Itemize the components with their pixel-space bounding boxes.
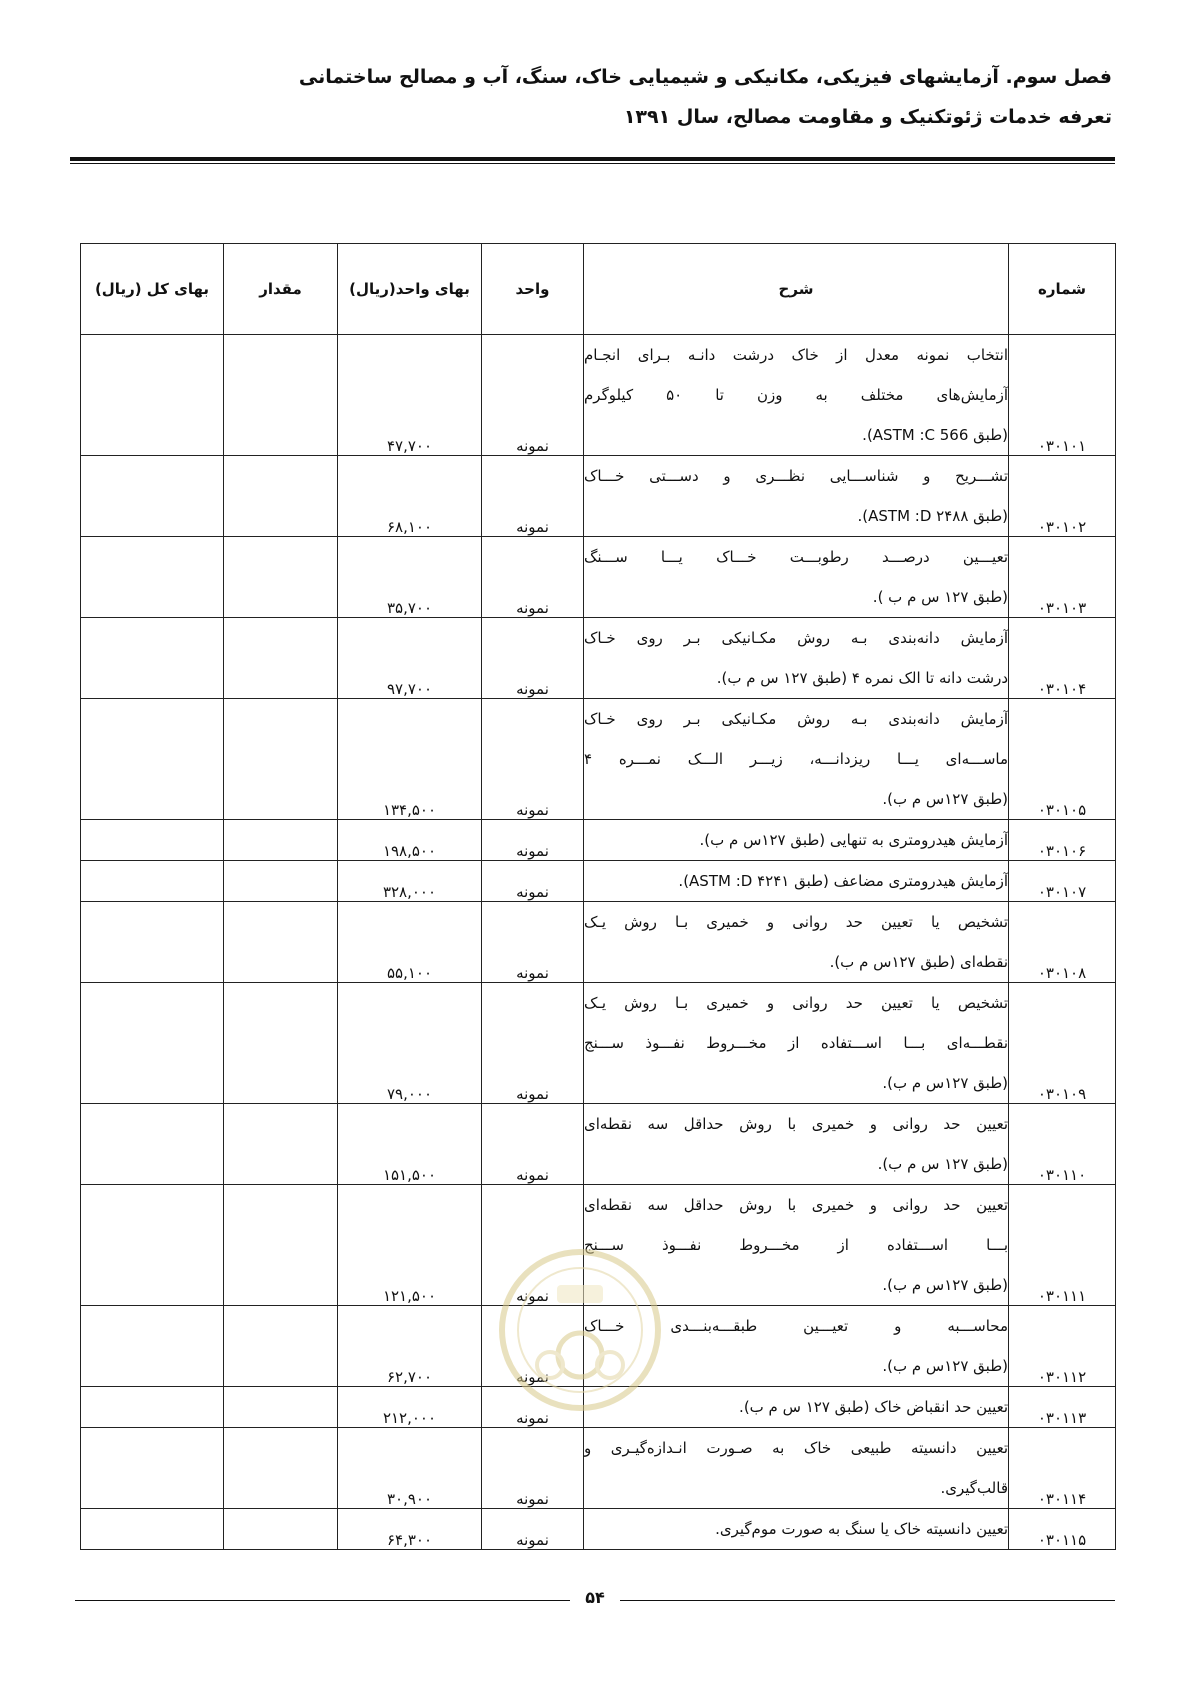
description-line: آزمایش دانه‌بندی بـه روش مکـانیکی بـر روی خـاک bbox=[584, 629, 1008, 647]
description-line: تعیـــین درصـــد رطوبـــت خـــاک یـــا ســـنگ bbox=[584, 548, 1008, 566]
description-line: تعیین دانسیته طبیعی خاک به صـورت انـدازه‌گیـری و bbox=[584, 1439, 1008, 1457]
item-description bbox=[584, 1104, 1009, 1185]
table-row bbox=[81, 1104, 1116, 1185]
header-rule-thick bbox=[70, 157, 1115, 161]
description-line: تشخیص یا تعیین حد روانی و خمیری بـا روش یـک bbox=[584, 913, 1008, 931]
item-unit-price: ۱۵۱,۵۰۰ bbox=[338, 1104, 482, 1185]
description-line: آزمایش هیدرومتری به تنهایی (طبق ۱۲۷س م ب). bbox=[699, 831, 1008, 849]
item-description bbox=[584, 456, 1009, 537]
item-description bbox=[584, 1428, 1009, 1509]
item-code: ۰۳۰۱۰۴ bbox=[1009, 618, 1116, 699]
item-quantity bbox=[224, 1185, 338, 1306]
table-row bbox=[81, 618, 1116, 699]
description-line: (طبق ۱۲۷س م ب). bbox=[882, 1276, 1008, 1294]
item-unit: نمونه bbox=[482, 820, 584, 861]
item-total-price bbox=[81, 902, 224, 983]
item-quantity bbox=[224, 699, 338, 820]
item-total-price bbox=[81, 983, 224, 1104]
header-rule-thin bbox=[70, 163, 1115, 164]
description-line: ماســـه‌ای یـــا ریزدانـــه، زیـــر الـــک نمـــره ۴ bbox=[584, 750, 1008, 768]
item-unit-price: ۶۴,۳۰۰ bbox=[338, 1509, 482, 1550]
item-description bbox=[584, 1185, 1009, 1306]
item-unit-price: ۳۰,۹۰۰ bbox=[338, 1428, 482, 1509]
item-code: ۰۳۰۱۰۷ bbox=[1009, 861, 1116, 902]
item-description bbox=[584, 335, 1009, 456]
item-quantity bbox=[224, 820, 338, 861]
item-unit: نمونه bbox=[482, 1509, 584, 1550]
description-line: محاســـبه و تعیـــین طبقـــه‌بنـــدی خـــاک bbox=[584, 1317, 1008, 1335]
item-description bbox=[584, 1509, 1009, 1550]
description-line: (طبق ASTM :C 566). bbox=[862, 426, 1008, 444]
item-code: ۰۳۰۱۱۲ bbox=[1009, 1306, 1116, 1387]
description-line: (طبق ۱۲۷س م ب). bbox=[882, 1074, 1008, 1092]
description-line: تعیین حد روانی و خمیری با روش حداقل سه نقطه‌ای bbox=[584, 1196, 1008, 1214]
item-description bbox=[584, 820, 1009, 861]
table-row bbox=[81, 537, 1116, 618]
item-code: ۰۳۰۱۰۳ bbox=[1009, 537, 1116, 618]
description-line: آزمایش دانه‌بندی بـه روش مکـانیکی بـر روی خـاک bbox=[584, 710, 1008, 728]
item-code: ۰۳۰۱۱۱ bbox=[1009, 1185, 1116, 1306]
item-description bbox=[584, 537, 1009, 618]
column-header-description: شرح bbox=[584, 244, 1009, 335]
item-description bbox=[584, 1306, 1009, 1387]
item-quantity bbox=[224, 861, 338, 902]
description-line: انتخاب نمونه معدل از خاک درشت دانـه بـرای انجـام bbox=[584, 346, 1008, 364]
table-row bbox=[81, 902, 1116, 983]
table-header-row bbox=[81, 244, 1116, 335]
item-description bbox=[584, 902, 1009, 983]
item-total-price bbox=[81, 1387, 224, 1428]
item-quantity bbox=[224, 1104, 338, 1185]
item-unit-price: ۱۳۴,۵۰۰ bbox=[338, 699, 482, 820]
table-row bbox=[81, 1428, 1116, 1509]
description-line: بـــا اســـتفاده از مخـــروط نفـــوذ ســـنج bbox=[584, 1236, 1008, 1254]
item-quantity bbox=[224, 537, 338, 618]
description-line: نقطه‌ای (طبق ۱۲۷س م ب). bbox=[829, 953, 1008, 971]
item-unit-price: ۶۸,۱۰۰ bbox=[338, 456, 482, 537]
page-number: ۵۴ bbox=[585, 1588, 605, 1607]
item-code: ۰۳۰۱۱۰ bbox=[1009, 1104, 1116, 1185]
table-row bbox=[81, 1387, 1116, 1428]
item-unit-price: ۶۲,۷۰۰ bbox=[338, 1306, 482, 1387]
description-line: درشت دانه تا الک نمره ۴ (طبق ۱۲۷ س م ب). bbox=[716, 669, 1008, 687]
item-unit: نمونه bbox=[482, 618, 584, 699]
item-code: ۰۳۰۱۰۱ bbox=[1009, 335, 1116, 456]
description-line: تعیین حد روانی و خمیری با روش حداقل سه نقطه‌ای bbox=[584, 1115, 1008, 1133]
column-header-unit: واحد bbox=[482, 244, 584, 335]
table-row bbox=[81, 1509, 1116, 1550]
item-description bbox=[584, 618, 1009, 699]
item-total-price bbox=[81, 456, 224, 537]
description-line: نقطـــه‌ای بـــا اســـتفاده از مخـــروط نفـــوذ ســـنج bbox=[584, 1034, 1008, 1052]
item-total-price bbox=[81, 861, 224, 902]
item-quantity bbox=[224, 335, 338, 456]
chapter-title: فصل سوم. آزمایشهای فیزیکی، مکانیکی و شیمیایی خاک، سنگ، آب و مصالح ساختمانی bbox=[298, 66, 1112, 88]
item-code: ۰۳۰۱۱۵ bbox=[1009, 1509, 1116, 1550]
item-quantity bbox=[224, 1428, 338, 1509]
item-unit-price: ۳۲۸,۰۰۰ bbox=[338, 861, 482, 902]
item-quantity bbox=[224, 1306, 338, 1387]
item-quantity bbox=[224, 902, 338, 983]
item-unit: نمونه bbox=[482, 1104, 584, 1185]
item-total-price bbox=[81, 1428, 224, 1509]
description-line: تشخیص یا تعیین حد روانی و خمیری بـا روش یـک bbox=[584, 994, 1008, 1012]
item-unit-price: ۵۵,۱۰۰ bbox=[338, 902, 482, 983]
table-row bbox=[81, 1306, 1116, 1387]
item-unit: نمونه bbox=[482, 699, 584, 820]
column-header-total-price: بهای کل (ریال) bbox=[81, 244, 224, 335]
item-unit-price: ۷۹,۰۰۰ bbox=[338, 983, 482, 1104]
item-total-price bbox=[81, 1104, 224, 1185]
page-header bbox=[78, 62, 1112, 132]
table-row bbox=[81, 1185, 1116, 1306]
item-unit: نمونه bbox=[482, 537, 584, 618]
description-line: (طبق ۱۲۷س م ب). bbox=[882, 790, 1008, 808]
table-row bbox=[81, 699, 1116, 820]
table-row bbox=[81, 820, 1116, 861]
item-unit-price: ۴۷,۷۰۰ bbox=[338, 335, 482, 456]
column-header-quantity: مقدار bbox=[224, 244, 338, 335]
item-total-price bbox=[81, 537, 224, 618]
item-total-price bbox=[81, 1306, 224, 1387]
description-line: تعیین حد انقباض خاک (طبق ۱۲۷ س م ب). bbox=[739, 1398, 1008, 1416]
item-total-price bbox=[81, 1509, 224, 1550]
item-unit: نمونه bbox=[482, 335, 584, 456]
description-line: (طبق ۱۲۷س م ب). bbox=[882, 1357, 1008, 1375]
item-total-price bbox=[81, 335, 224, 456]
item-quantity bbox=[224, 983, 338, 1104]
item-total-price bbox=[81, 699, 224, 820]
item-unit: نمونه bbox=[482, 456, 584, 537]
table-row bbox=[81, 861, 1116, 902]
description-line: (طبق ۱۲۷ س م ب ). bbox=[872, 588, 1008, 606]
item-description bbox=[584, 699, 1009, 820]
item-unit: نمونه bbox=[482, 861, 584, 902]
price-table bbox=[80, 243, 1116, 1550]
description-line: (طبق ۱۲۷ س م ب). bbox=[877, 1155, 1008, 1173]
item-description bbox=[584, 1387, 1009, 1428]
item-code: ۰۳۰۱۰۸ bbox=[1009, 902, 1116, 983]
item-unit-price: ۱۲۱,۵۰۰ bbox=[338, 1185, 482, 1306]
footer-rule-left bbox=[75, 1600, 570, 1601]
item-description bbox=[584, 983, 1009, 1104]
item-unit: نمونه bbox=[482, 983, 584, 1104]
item-unit-price: ۱۹۸,۵۰۰ bbox=[338, 820, 482, 861]
item-total-price bbox=[81, 820, 224, 861]
column-header-number: شماره bbox=[1009, 244, 1116, 335]
item-total-price bbox=[81, 618, 224, 699]
table-row bbox=[81, 456, 1116, 537]
description-line: تشـــریح و شناســـایی نظـــری و دســـتی خـــاک bbox=[584, 467, 1008, 485]
item-unit-price: ۳۵,۷۰۰ bbox=[338, 537, 482, 618]
item-code: ۰۳۰۱۰۶ bbox=[1009, 820, 1116, 861]
item-code: ۰۳۰۱۰۵ bbox=[1009, 699, 1116, 820]
description-line: (طبق ASTM :D ۲۴۸۸). bbox=[857, 507, 1008, 525]
table-row bbox=[81, 983, 1116, 1104]
item-code: ۰۳۰۱۱۴ bbox=[1009, 1428, 1116, 1509]
item-unit: نمونه bbox=[482, 1428, 584, 1509]
footer-rule-right bbox=[620, 1600, 1115, 1601]
table-row bbox=[81, 335, 1116, 456]
item-unit: نمونه bbox=[482, 1387, 584, 1428]
item-quantity bbox=[224, 1387, 338, 1428]
item-quantity bbox=[224, 456, 338, 537]
item-code: ۰۳۰۱۰۹ bbox=[1009, 983, 1116, 1104]
document-title: تعرفه خدمات ژئوتکنیک و مقاومت مصالح، سال ۱۳۹۱ bbox=[623, 106, 1112, 128]
description-line: تعیین دانسیته خاک یا سنگ به صورت موم‌گیری. bbox=[715, 1520, 1008, 1538]
item-quantity bbox=[224, 1509, 338, 1550]
column-header-unit-price: بهای واحد(ریال) bbox=[338, 244, 482, 335]
table-body bbox=[81, 335, 1116, 1550]
item-code: ۰۳۰۱۱۳ bbox=[1009, 1387, 1116, 1428]
description-line: آزمایش هیدرومتری مضاعف (طبق ASTM :D ۴۲۴۱). bbox=[678, 872, 1008, 890]
description-line: آزمایش‌های مختلف به وزن تا ۵۰ کیلوگرم bbox=[584, 386, 1009, 404]
item-unit: نمونه bbox=[482, 1185, 584, 1306]
item-total-price bbox=[81, 1185, 224, 1306]
item-unit: نمونه bbox=[482, 1306, 584, 1387]
item-description bbox=[584, 861, 1009, 902]
item-quantity bbox=[224, 618, 338, 699]
item-unit-price: ۲۱۲,۰۰۰ bbox=[338, 1387, 482, 1428]
description-line: قالب‌گیری. bbox=[940, 1479, 1008, 1497]
item-unit: نمونه bbox=[482, 902, 584, 983]
item-code: ۰۳۰۱۰۲ bbox=[1009, 456, 1116, 537]
item-unit-price: ۹۷,۷۰۰ bbox=[338, 618, 482, 699]
